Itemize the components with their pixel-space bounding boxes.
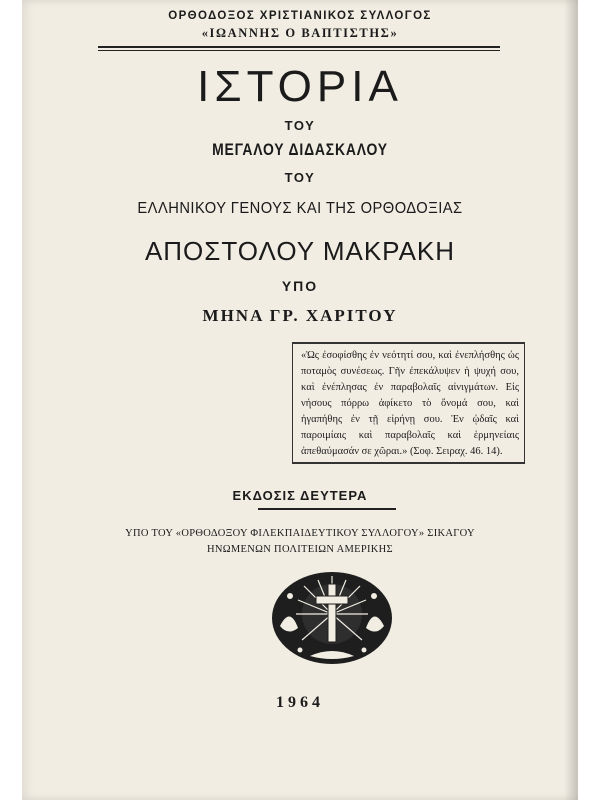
epigraph-rule-right bbox=[524, 342, 525, 464]
title-nation-line: ΕΛΛΗΝΙΚΟΥ ΓΕΝΟΥΣ ΚΑΙ ΤΗΣ ΟΡΘΟΔΟΞΙΑΣ bbox=[137, 200, 463, 217]
publisher-line-1: ΥΠΟ ΤΟΥ «ΟΡΘΟΔΟΞΟΥ ΦΙΛΕΚΠΑΙΔΕΥΤΙΚΟΥ ΣΥΛΛΟΓΟΥ» ΣΙΚΑΓΟΥ bbox=[125, 528, 475, 539]
publisher-line-2: ΗΝΩΜΕΝΩΝ ΠΟΛΙΤΕΙΩΝ ΑΜΕΡΙΚΗΣ bbox=[207, 544, 393, 555]
header-rule bbox=[98, 46, 500, 48]
epigraph-rule-bottom bbox=[292, 462, 524, 464]
title-great-teacher: ΜΕΓΑΛΟΥ ΔΙΔΑΣΚΑΛΟΥ bbox=[212, 140, 388, 159]
epigraph-quote: «Ὡς ἐσοφίσθης ἐν νεότητί σου, καὶ ἐνεπλήσθης ὡς ποταμὸς συνέσεως. Γῆν ἐπεκάλυψεν ἡ ψυχή σου, καὶ ἐνέπλησας ἐν παραβολαῖς αἰνιγμάτων. Εἰς νήσους πόρρω ἀφίκετο τὸ ὄνομά σου, καὶ ἠγαπήθης ἐν τῇ εἰρήνῃ σου. Ἐν ᾠδαῖς καὶ παροιμίαις καὶ παραβολαῖς καὶ ἑρμηνείαις ἀπεθαύμασάν σε χῶραι.» (Σοφ. Σειραχ. 46. 14). bbox=[292, 344, 523, 464]
publication-year: 1964 bbox=[276, 694, 324, 711]
cross-emblem-icon bbox=[270, 566, 394, 666]
subject-name: ΑΠΟΣΤΟΛΟΥ ΜΑΚΡΑΚΗ bbox=[144, 236, 456, 266]
by-label: ΥΠΟ bbox=[281, 278, 319, 294]
title-article-2: ΤΟΥ bbox=[284, 170, 316, 185]
edition-label: ΕΚΔΟΣΙΣ ΔΕΥΤΕΡΑ bbox=[232, 488, 368, 503]
book-title: ΙΣΤΟΡΙΑ bbox=[197, 62, 403, 111]
header-rule-thin bbox=[98, 50, 500, 51]
author-name: ΜΗΝΑ ΓΡ. ΧΑΡΙΤΟΥ bbox=[202, 306, 398, 325]
society-subtitle: «ΙΩΑΝΝΗΣ Ο ΒΑΠΤΙΣΤΗΣ» bbox=[201, 26, 399, 40]
edition-rule bbox=[258, 508, 396, 510]
society-name: ΟΡΘΟΔΟΞΟΣ ΧΡΙΣΤΙΑΝΙΚΟΣ ΣΥΛΛΟΓΟΣ bbox=[168, 10, 432, 22]
title-article-1: ΤΟΥ bbox=[284, 118, 316, 133]
title-page bbox=[22, 0, 578, 800]
